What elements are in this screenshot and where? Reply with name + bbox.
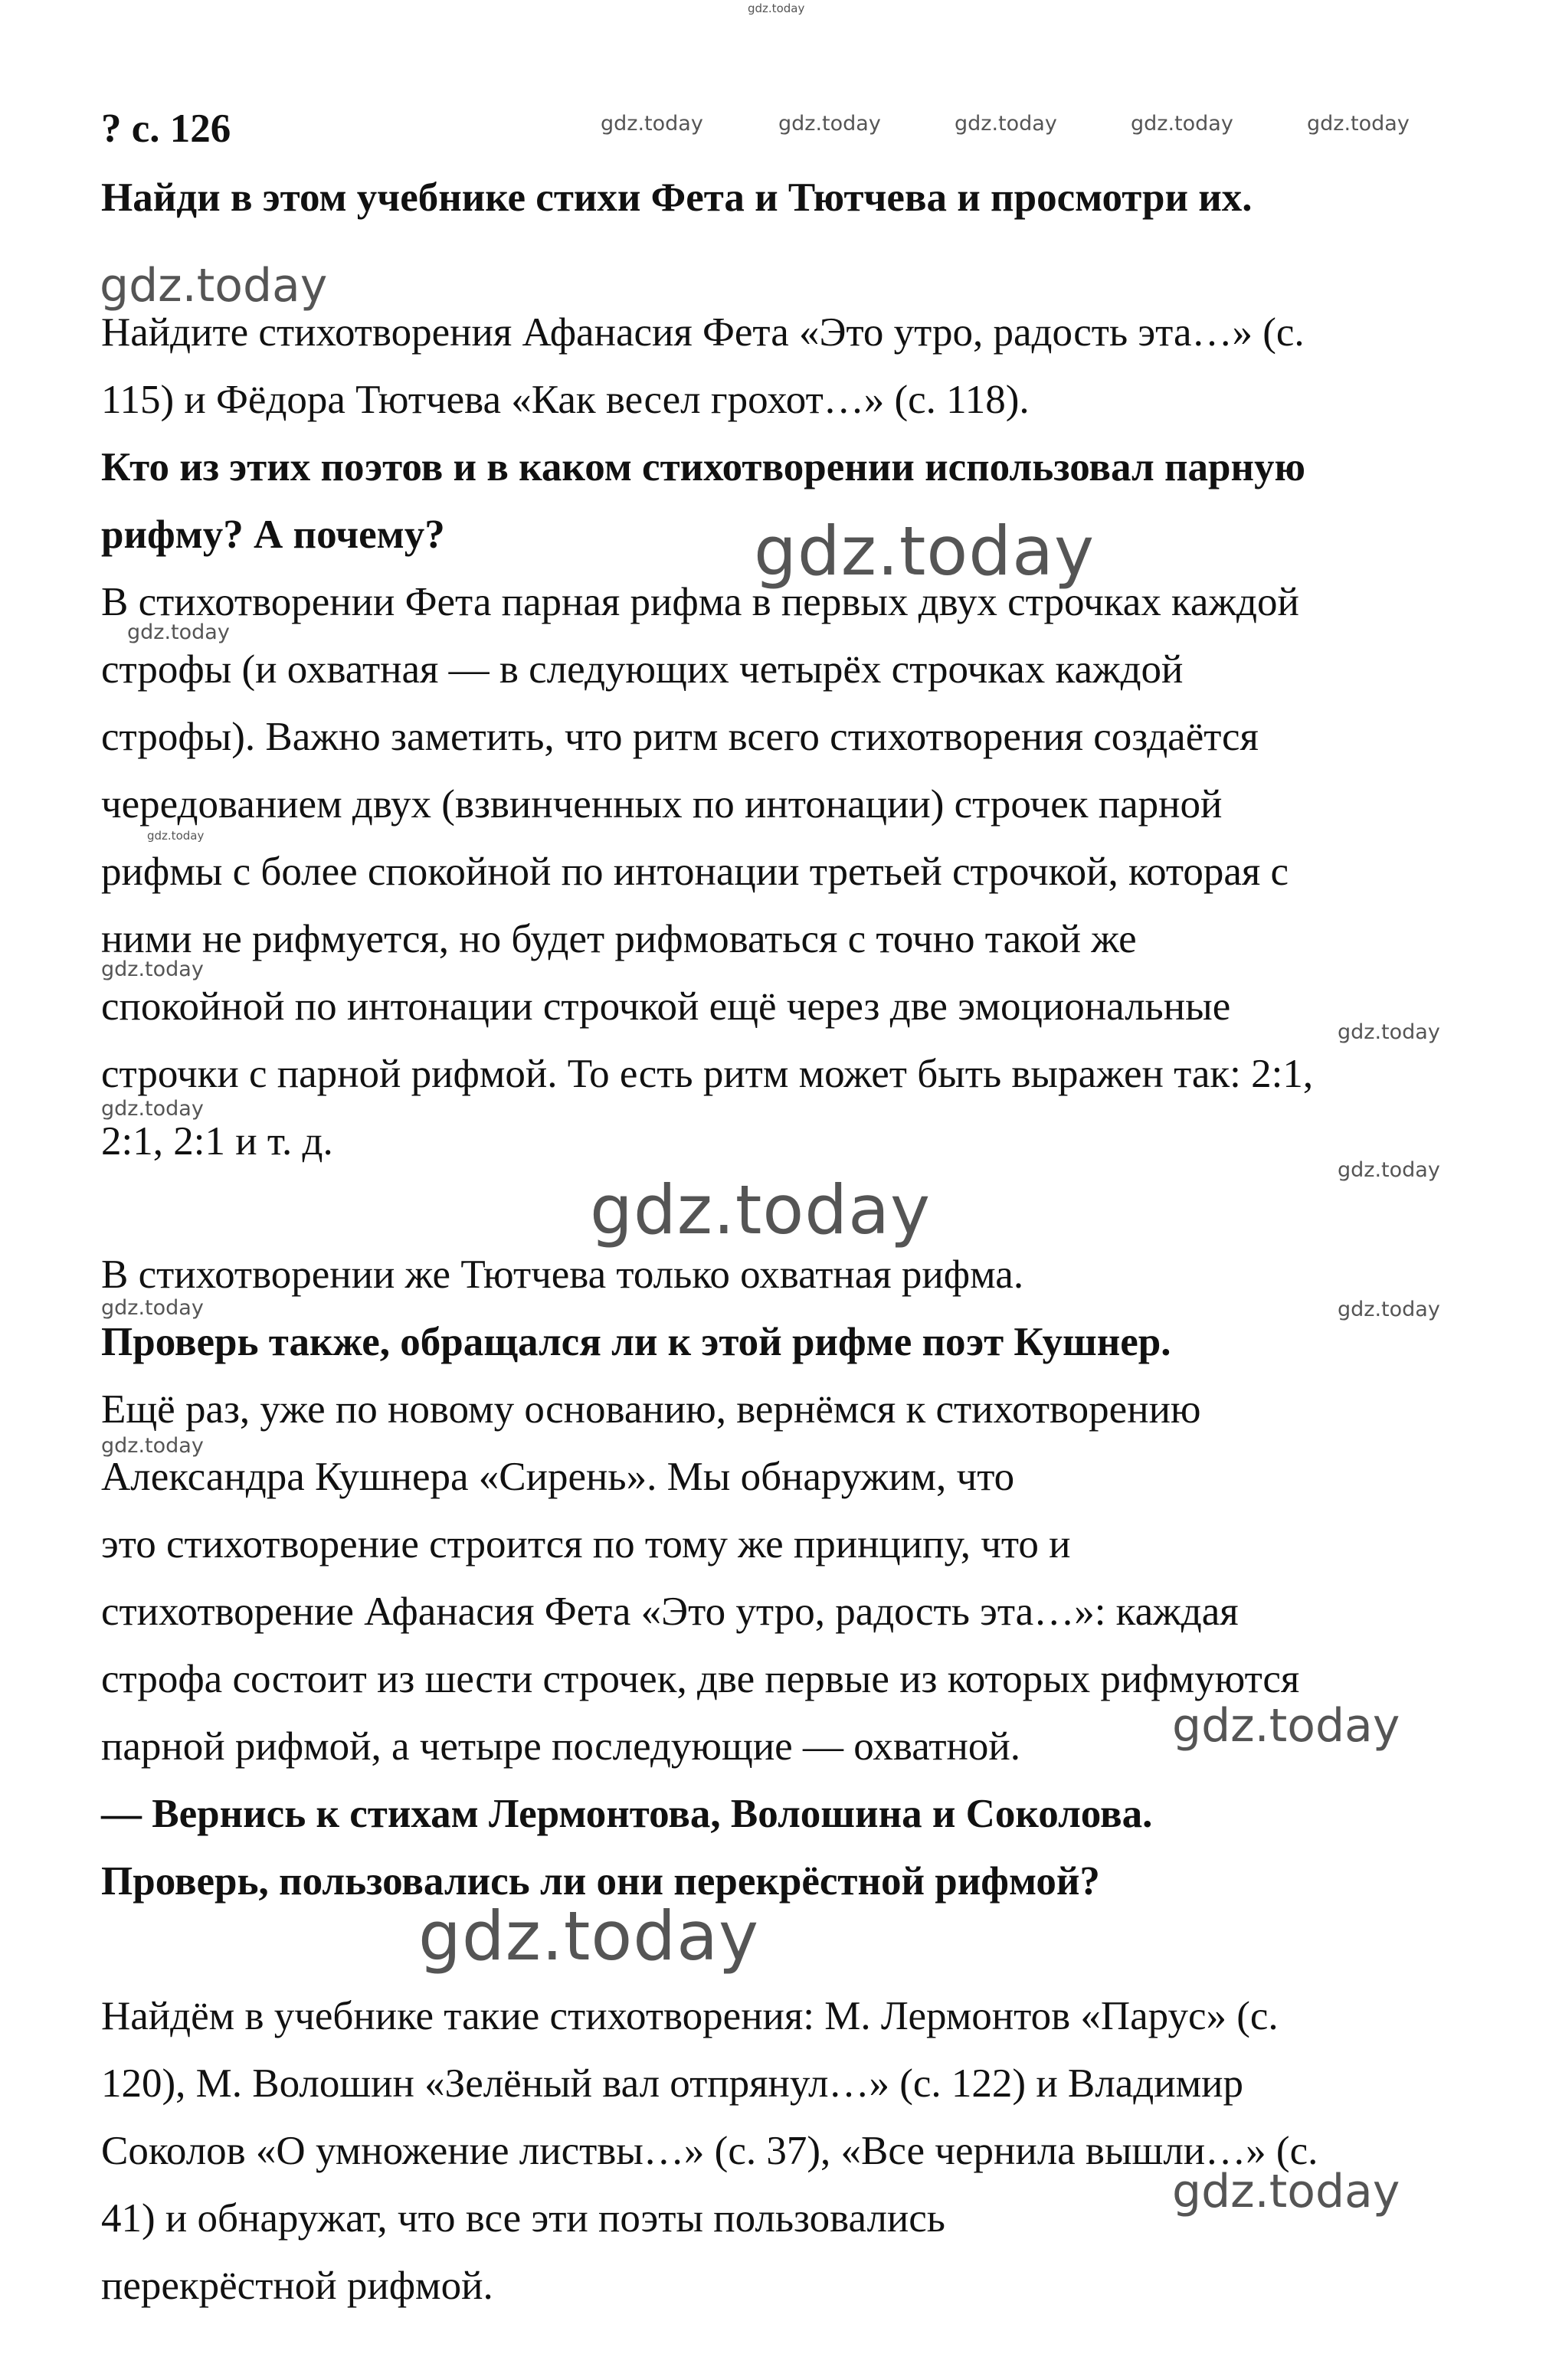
watermark-small-8: gdz.today xyxy=(101,1434,204,1458)
watermark-answer-3: gdz.today xyxy=(1172,1699,1400,1753)
answer-4-line-3: Соколов «О умножение листвы…» (с. 37), «Все чернила вышли…» (с. xyxy=(101,2129,1318,2173)
answer-2-line-4: чередованием двух (взвинченных по интонации) строчек парной xyxy=(101,782,1223,827)
answer-3-line-5: строфа состоит из шести строчек, две первые из которых рифмуются xyxy=(101,1657,1300,1701)
task-3: Проверь также, обращался ли к этой рифме поэт Кушнер. xyxy=(101,1320,1171,1364)
watermark-header-4: gdz.today xyxy=(1131,112,1233,136)
answer-1-line-2: 115) и Фёдора Тютчева «Как весел грохот…» (с. 118). xyxy=(101,378,1030,422)
page-reference: ? с. 126 xyxy=(101,106,231,151)
watermark-small-6: gdz.today xyxy=(101,1296,204,1320)
answer-2-line-9: 2:1, 2:1 и т. д. xyxy=(101,1119,333,1164)
answer-3-line-3: это стихотворение строится по тому же принципу, что и xyxy=(101,1522,1071,1566)
task-4-line-2: Проверь, пользовались ли они перекрёстной рифмой? xyxy=(101,1859,1100,1904)
watermark-small-3: gdz.today xyxy=(1338,1020,1440,1044)
watermark-top: gdz.today xyxy=(748,2,805,15)
watermark-small-4: gdz.today xyxy=(101,1097,204,1121)
task-2-line-1: Кто из этих поэтов и в каком стихотворении использовал парную xyxy=(101,445,1306,489)
watermark-large-3: gdz.today xyxy=(418,1897,760,1976)
answer-2b: В стихотворении же Тютчева только охватная рифма. xyxy=(101,1252,1024,1297)
answer-4-line-5: перекрёстной рифмой. xyxy=(101,2264,493,2308)
watermark-large-1: gdz.today xyxy=(754,512,1095,591)
watermark-header-2: gdz.today xyxy=(778,112,881,136)
watermark-header-1: gdz.today xyxy=(601,112,703,136)
answer-2-line-6: ними не рифмуется, но будет рифмоваться с точно такой же xyxy=(101,917,1137,961)
answer-2-line-5: рифмы с более спокойной по интонации третьей строчкой, которая с xyxy=(101,850,1289,894)
answer-2-line-2: строфы (и охватная — в следующих четырёх строчках каждой xyxy=(101,647,1184,692)
watermark-small-5: gdz.today xyxy=(1338,1158,1440,1182)
answer-1-line-1: Найдите стихотворения Афанасия Фета «Это утро, радость эта…» (с. xyxy=(101,310,1305,355)
answer-4-line-1: Найдём в учебнике такие стихотворения: М. Лермонтов «Парус» (с. xyxy=(101,1994,1279,2038)
answer-2-line-3: строфы). Важно заметить, что ритм всего стихотворения создаётся xyxy=(101,715,1259,759)
watermark-tiny-1: gdz.today xyxy=(147,829,205,843)
answer-3-line-1: Ещё раз, уже по новому основанию, вернёмся к стихотворению xyxy=(101,1387,1201,1432)
answer-3-line-4: стихотворение Афанасия Фета «Это утро, радость эта…»: каждая xyxy=(101,1589,1239,1634)
watermark-answer-1: gdz.today xyxy=(100,259,328,313)
answer-2-line-7: спокойной по интонации строчкой ещё через две эмоциональные xyxy=(101,984,1231,1029)
watermark-small-1: gdz.today xyxy=(127,620,230,644)
answer-4-line-4: 41) и обнаружат, что все эти поэты пользовались xyxy=(101,2196,945,2241)
task-2-line-2: рифму? А почему? xyxy=(101,512,445,557)
answer-3-line-6: парной рифмой, а четыре последующие — охватной. xyxy=(101,1724,1021,1769)
watermark-small-2: gdz.today xyxy=(101,958,204,981)
answer-2-line-1: В стихотворении Фета парная рифма в первых двух строчках каждой xyxy=(101,580,1299,624)
watermark-small-7: gdz.today xyxy=(1338,1298,1440,1321)
watermark-header-3: gdz.today xyxy=(955,112,1057,136)
answer-3-line-2: Александра Кушнера «Сирень». Мы обнаружим, что xyxy=(101,1455,1015,1499)
watermark-answer-4: gdz.today xyxy=(1172,2165,1400,2218)
watermark-large-2: gdz.today xyxy=(590,1170,932,1249)
answer-4-line-2: 120), М. Волошин «Зелёный вал отпрянул…» (с. 122) и Владимир xyxy=(101,2061,1243,2106)
task-4-line-1: — Вернись к стихам Лермонтова, Волошина и Соколова. xyxy=(101,1792,1153,1836)
task-1: Найди в этом учебнике стихи Фета и Тютчева и просмотри их. xyxy=(101,175,1253,220)
answer-2-line-8: строчки с парной рифмой. То есть ритм может быть выражен так: 2:1, xyxy=(101,1052,1314,1096)
watermark-header-5: gdz.today xyxy=(1307,112,1410,136)
